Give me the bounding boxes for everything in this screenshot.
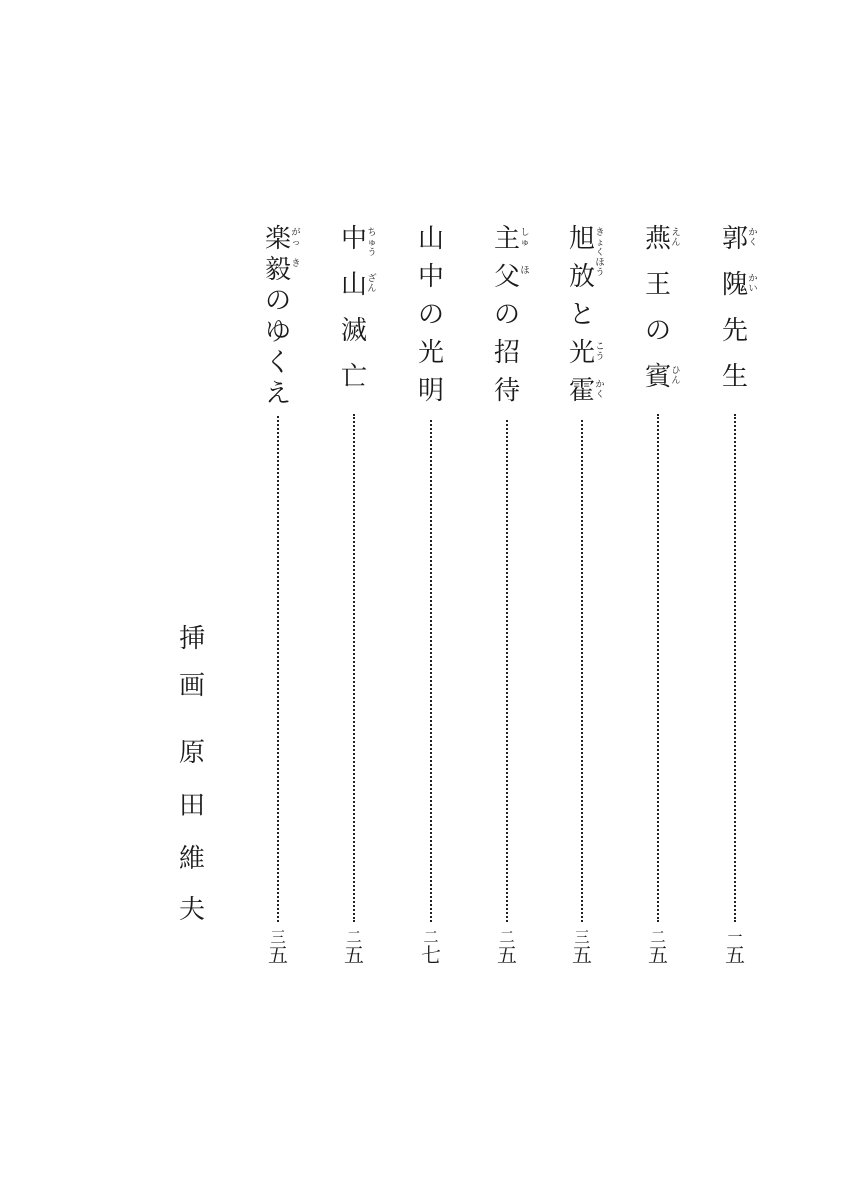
page-number-digit: 七 <box>421 943 441 967</box>
toc-entry[interactable] <box>411 222 451 967</box>
page-number-digit: 一 <box>727 928 743 946</box>
toc-entry[interactable] <box>487 222 530 967</box>
title-char: 郭 <box>721 224 748 254</box>
title-char: 光 <box>568 338 595 368</box>
page-number-digit: 五 <box>344 943 364 967</box>
illustration-label-char: 挿 <box>178 624 205 654</box>
title-char: 放 <box>568 262 595 292</box>
title-char: の <box>493 300 520 330</box>
toc-entry[interactable] <box>258 222 301 967</box>
page-number-digit: 二 <box>346 928 362 946</box>
ruby-annotation: が っ <box>291 228 301 248</box>
page-number-digit: 二 <box>499 928 515 946</box>
illustrator-name-char: 田 <box>178 791 205 821</box>
ruby-annotation: ち ゅ う <box>367 228 377 258</box>
title-char: え <box>264 379 291 409</box>
dot-leader <box>277 416 279 922</box>
title-char: 先 <box>721 316 748 346</box>
ruby-annotation: か く <box>595 380 605 400</box>
title-char: 山 <box>417 224 444 254</box>
page-number-digit: 三 <box>270 928 286 946</box>
illustration-label-char: 画 <box>178 671 205 701</box>
dot-leader <box>353 414 355 922</box>
dot-leader <box>657 414 659 922</box>
title-char: 招 <box>493 338 520 368</box>
title-char: 楽 <box>264 224 291 254</box>
title-char: 中 <box>340 224 367 254</box>
page-number-digit: 五 <box>268 943 288 967</box>
title-char: 賓 <box>644 362 671 392</box>
ruby-annotation: し ゅ <box>520 228 530 248</box>
title-char: 王 <box>644 270 671 300</box>
illustrator-name-char: 夫 <box>178 895 205 925</box>
page-number-digit: 二 <box>650 928 666 946</box>
title-char: 毅 <box>264 255 291 285</box>
title-char: と <box>568 300 595 330</box>
page-number <box>260 930 296 965</box>
title-char: の <box>417 300 444 330</box>
title-char: 隗 <box>721 270 748 300</box>
dot-leader <box>430 420 432 922</box>
illustrator-name-char: 原 <box>178 738 205 768</box>
title-char: 亡 <box>340 362 367 392</box>
page-number-digit: 五 <box>648 943 668 967</box>
title-char: く <box>264 348 291 378</box>
page-number-digit: 五 <box>725 943 745 967</box>
page-number-digit: 三 <box>574 928 590 946</box>
illustrator-name-char: 維 <box>178 844 205 874</box>
toc-entry[interactable] <box>334 222 377 967</box>
title-char: 主 <box>493 224 520 254</box>
page-number <box>489 930 525 965</box>
title-char: 旭 <box>568 224 595 254</box>
toc-entry[interactable] <box>715 222 758 967</box>
page-number <box>336 930 372 965</box>
title-char: の <box>264 286 291 316</box>
ruby-annotation: か い <box>748 274 758 294</box>
page-number-digit: 五 <box>572 943 592 967</box>
title-char: 燕 <box>644 224 671 254</box>
title-char: 生 <box>721 362 748 392</box>
page-number <box>564 930 600 965</box>
title-char: の <box>644 316 671 346</box>
page-number-digit: 二 <box>423 928 439 946</box>
ruby-annotation: ひ ん <box>671 366 681 386</box>
ruby-annotation: ほ <box>520 266 530 276</box>
illustration-credit <box>172 622 212 925</box>
page-number <box>640 930 676 965</box>
page-number <box>413 930 449 965</box>
title-char: 光 <box>417 338 444 368</box>
ruby-annotation: こ う <box>595 342 605 362</box>
title-char: 父 <box>493 262 520 292</box>
title-char: 山 <box>340 270 367 300</box>
title-char: ゆ <box>264 317 291 347</box>
ruby-annotation: え ん <box>671 228 681 248</box>
ruby-annotation: き <box>291 259 301 269</box>
dot-leader <box>734 414 736 922</box>
ruby-annotation: か く <box>748 228 758 248</box>
title-char: 滅 <box>340 316 367 346</box>
toc-entry[interactable] <box>562 222 605 967</box>
page-number <box>717 930 753 965</box>
title-char: 中 <box>417 262 444 292</box>
toc-entry[interactable] <box>638 222 681 967</box>
title-char: 明 <box>417 376 444 406</box>
ruby-annotation: き ょ く ほ う <box>595 228 605 278</box>
page-number-digit: 五 <box>497 943 517 967</box>
title-char: 待 <box>493 376 520 406</box>
ruby-annotation: ざ ん <box>367 274 377 294</box>
title-char: 霍 <box>568 376 595 406</box>
dot-leader <box>506 420 508 922</box>
dot-leader <box>581 420 583 922</box>
